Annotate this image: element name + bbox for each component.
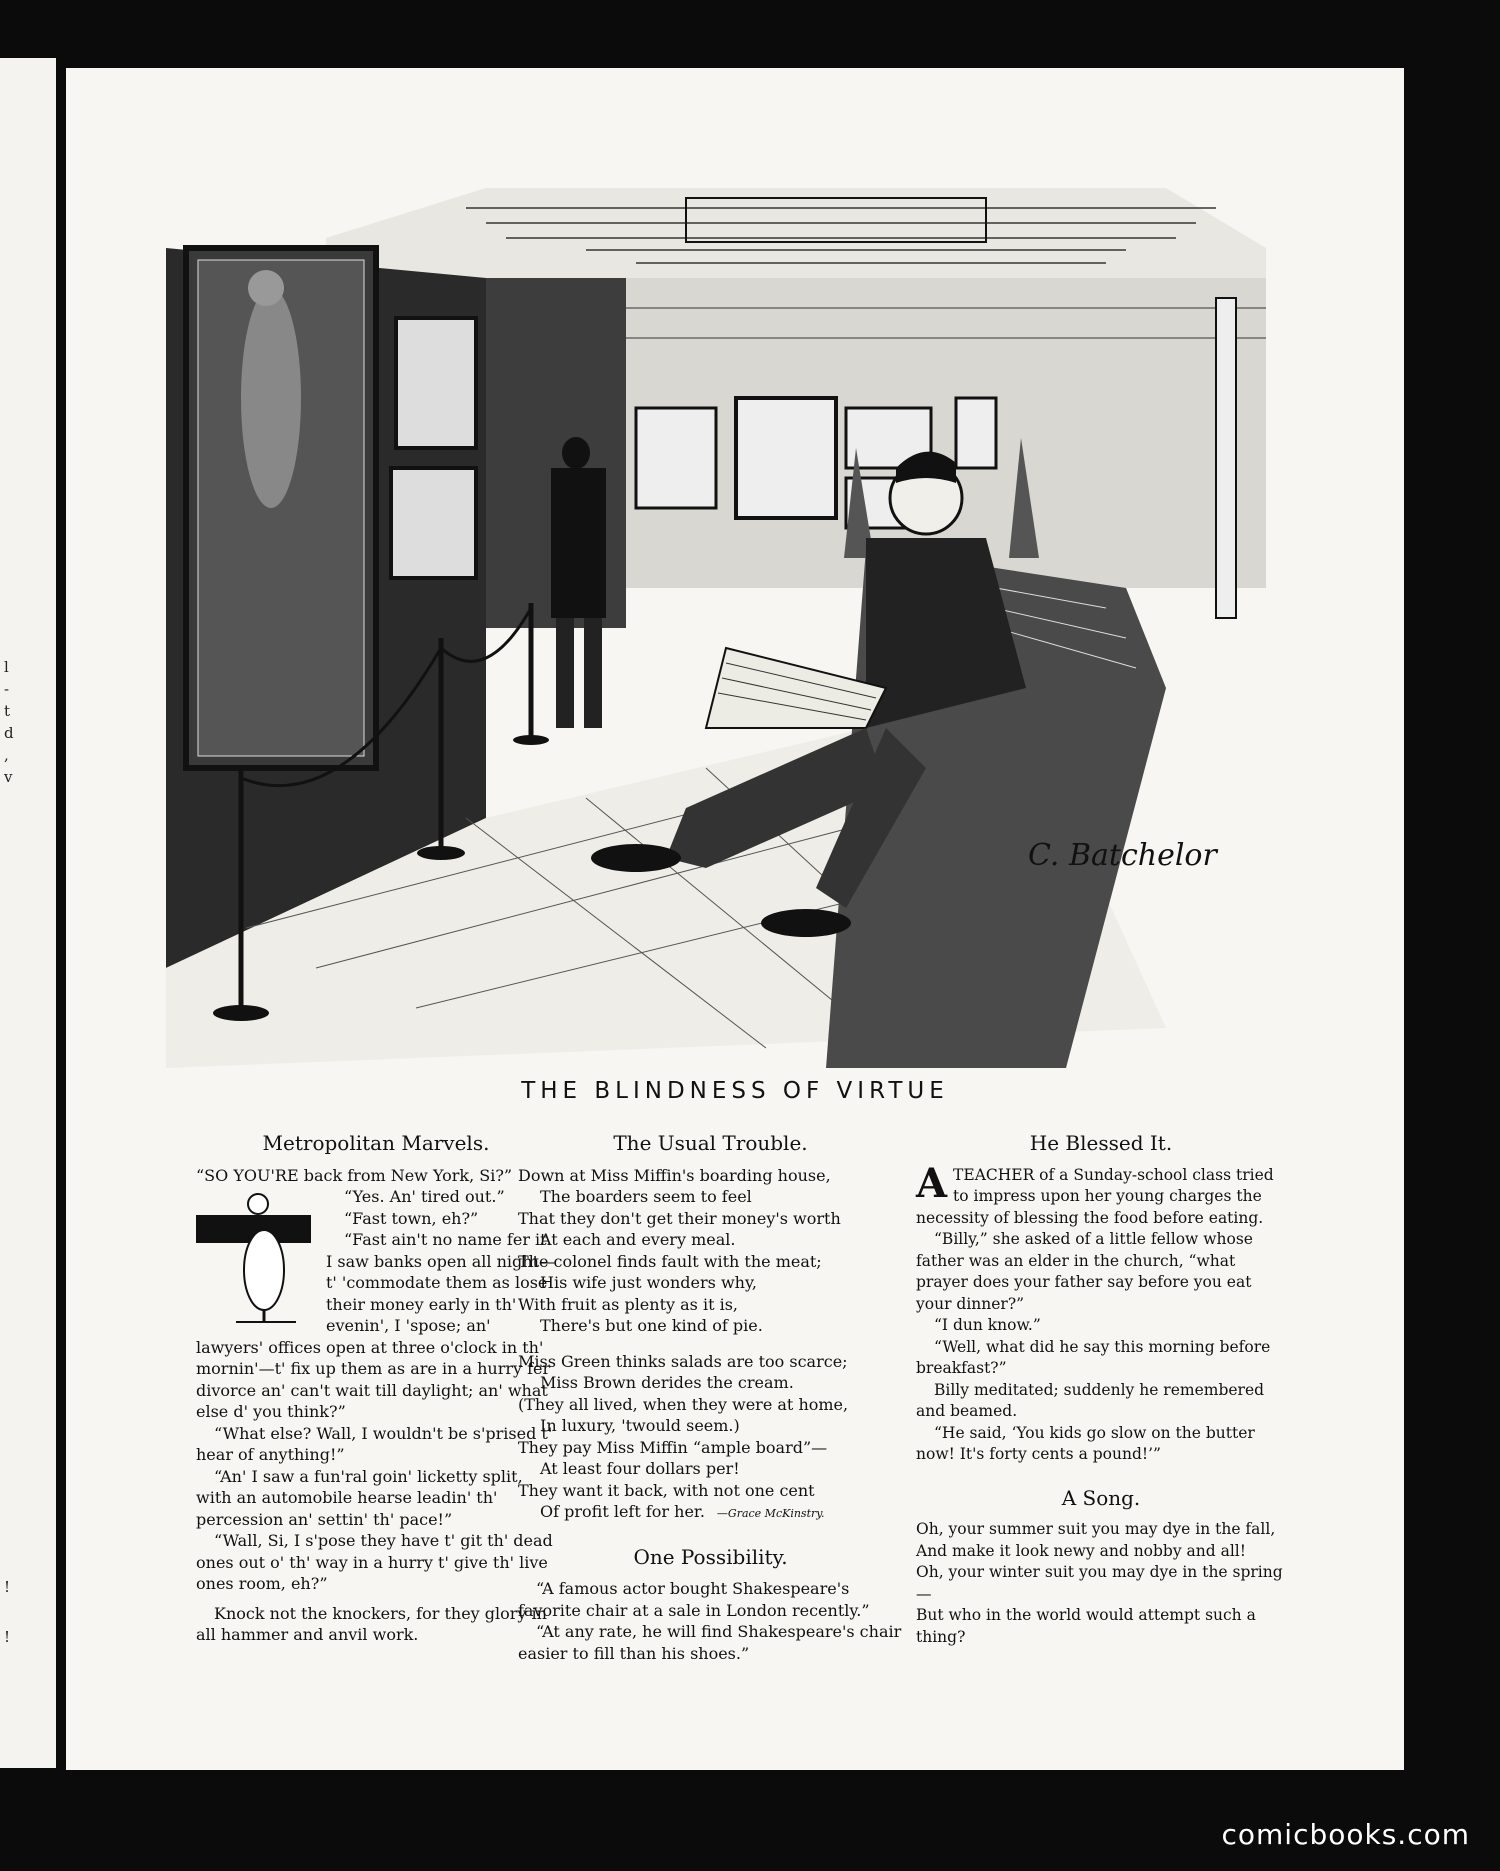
paragraph: “Fast town, eh?” <box>344 1208 479 1228</box>
left-fragment: - <box>4 680 10 698</box>
verse-line: They pay Miss Miffin “ample board”— <box>518 1437 828 1457</box>
decorative-initial-t-figure <box>196 1190 316 1325</box>
verse-line <box>518 1501 903 1525</box>
column-usual-trouble <box>518 1133 903 1664</box>
paragraph: Billy meditated; suddenly he remembered and beamed. <box>916 1380 1265 1420</box>
verse-line: The boarders seem to feel <box>540 1187 752 1206</box>
site-watermark: comicbooks.com <box>1221 1818 1470 1851</box>
song-line: But who in the world would attempt such a thing? <box>916 1606 1256 1646</box>
column-he-blessed-it <box>916 1133 1286 1648</box>
song-line: And make it look newy and nobby and all! <box>916 1541 1246 1560</box>
column-metropolitan-marvels <box>196 1133 556 1646</box>
left-page-edge <box>0 58 56 1768</box>
left-fragment: ! <box>4 1578 11 1596</box>
article-heading: One Possibility. <box>633 1544 788 1569</box>
paragraph: “Well, what did he say this morning before breakfast?” <box>916 1337 1271 1377</box>
verse-line: In luxury, 'twould seem.) <box>540 1416 740 1435</box>
article-heading: He Blessed It. <box>1029 1131 1173 1155</box>
verse-line: At each and every meal. <box>540 1230 736 1249</box>
gallery-illustration <box>166 168 1346 1068</box>
poem-stanza <box>518 1351 903 1525</box>
paragraph: Knock not the knockers, for they glory in all hammer and anvil work. <box>196 1603 547 1644</box>
paragraph <box>916 1159 1286 1230</box>
paragraph: “He said, ‘You kids go slow on the butter now! It's forty cents a pound!’” <box>916 1423 1255 1463</box>
song-line: Oh, your summer suit you may dye in the fall, <box>916 1520 1276 1538</box>
verse-line: At least four dollars per! <box>540 1459 740 1478</box>
paragraph: “Yes. An' tired out.” <box>344 1187 505 1206</box>
left-fragment: t <box>4 702 11 720</box>
left-fragment: d <box>4 724 14 742</box>
verse-line: His wife just wonders why, <box>540 1273 757 1292</box>
article-heading: The Usual Trouble. <box>613 1131 808 1155</box>
left-fragment: l <box>4 658 9 676</box>
verse-line: They want it back, with not one cent <box>518 1480 815 1500</box>
song-line: Oh, your winter suit you may dye in the spring— <box>916 1563 1283 1603</box>
verse-line: Miss Brown derides the cream. <box>540 1373 794 1392</box>
verse-line: That they don't get their money's worth <box>518 1208 841 1228</box>
poem-attribution: —Grace McKinstry. <box>716 1507 825 1520</box>
illustration-caption: THE BLINDNESS OF VIRTUE <box>521 1078 949 1104</box>
paragraph-text: TEACHER of a Sunday-school class tried to impress upon her young charges the necessity of blessing the food before eating. <box>916 1165 1274 1227</box>
artist-signature: C. Batchelor <box>1028 838 1217 873</box>
left-fragment: ! <box>4 1628 11 1646</box>
left-fragment: , <box>4 746 9 764</box>
poem-stanza <box>518 1165 903 1337</box>
paragraph: “At any rate, he will find Shakespeare's chair easier to fill than his shoes.” <box>518 1622 902 1663</box>
verse-line: Miss Green thinks salads are too scarce; <box>518 1351 848 1371</box>
paragraph: “Billy,” she asked of a little fellow whose father was an elder in the church, “what prayer does your father say before you eat your dinner?” <box>916 1230 1253 1313</box>
paragraph: “An' I saw a fun'ral goin' licketty split, with an automobile hearse leadin' th' percession an' settin' th' pace!” <box>196 1466 523 1529</box>
verse-line: Down at Miss Miffin's boarding house, <box>518 1165 831 1185</box>
verse-line: (They all lived, when they were at home, <box>518 1394 849 1414</box>
verse-line-text: Of profit left for her. <box>540 1502 705 1521</box>
drop-cap: A <box>916 1159 948 1207</box>
left-fragment: v <box>4 768 13 786</box>
paragraph: “Wall, Si, I s'pose they have t' git th' dead ones out o' th' way in a hurry t' give th' live ones room, eh?” <box>196 1531 553 1593</box>
initial-t-icon <box>196 1190 316 1325</box>
paragraph: “A famous actor bought Shakespeare's favorite chair at a sale in London recently.” <box>518 1579 870 1620</box>
paragraph: “What else? Wall, I wouldn't be s'prised t' hear of anything!” <box>196 1423 553 1464</box>
paragraph: “I dun know.” <box>934 1316 1041 1334</box>
article-heading: Metropolitan Marvels. <box>262 1131 490 1155</box>
magazine-page <box>66 68 1404 1770</box>
verse-line: With fruit as plenty as it is, <box>518 1294 739 1314</box>
verse-line: There's but one kind of pie. <box>540 1316 763 1335</box>
verse-line: The colonel finds fault with the meat; <box>518 1251 822 1271</box>
paragraph: “Fast ain't no name fer it. I saw banks open all night—t' 'commodate them as lose their money early in th' evenin', I 'spose; an' lawyers' offices open at three o'clock in th' mornin'—t' fix up them as are in a hurry fer divorce an' can't wait till daylight; an' what else d' you think?” <box>196 1230 556 1421</box>
article-heading: A Song. <box>1061 1485 1141 1510</box>
paragraph: “SO YOU'RE back from New York, Si?” <box>196 1165 513 1185</box>
